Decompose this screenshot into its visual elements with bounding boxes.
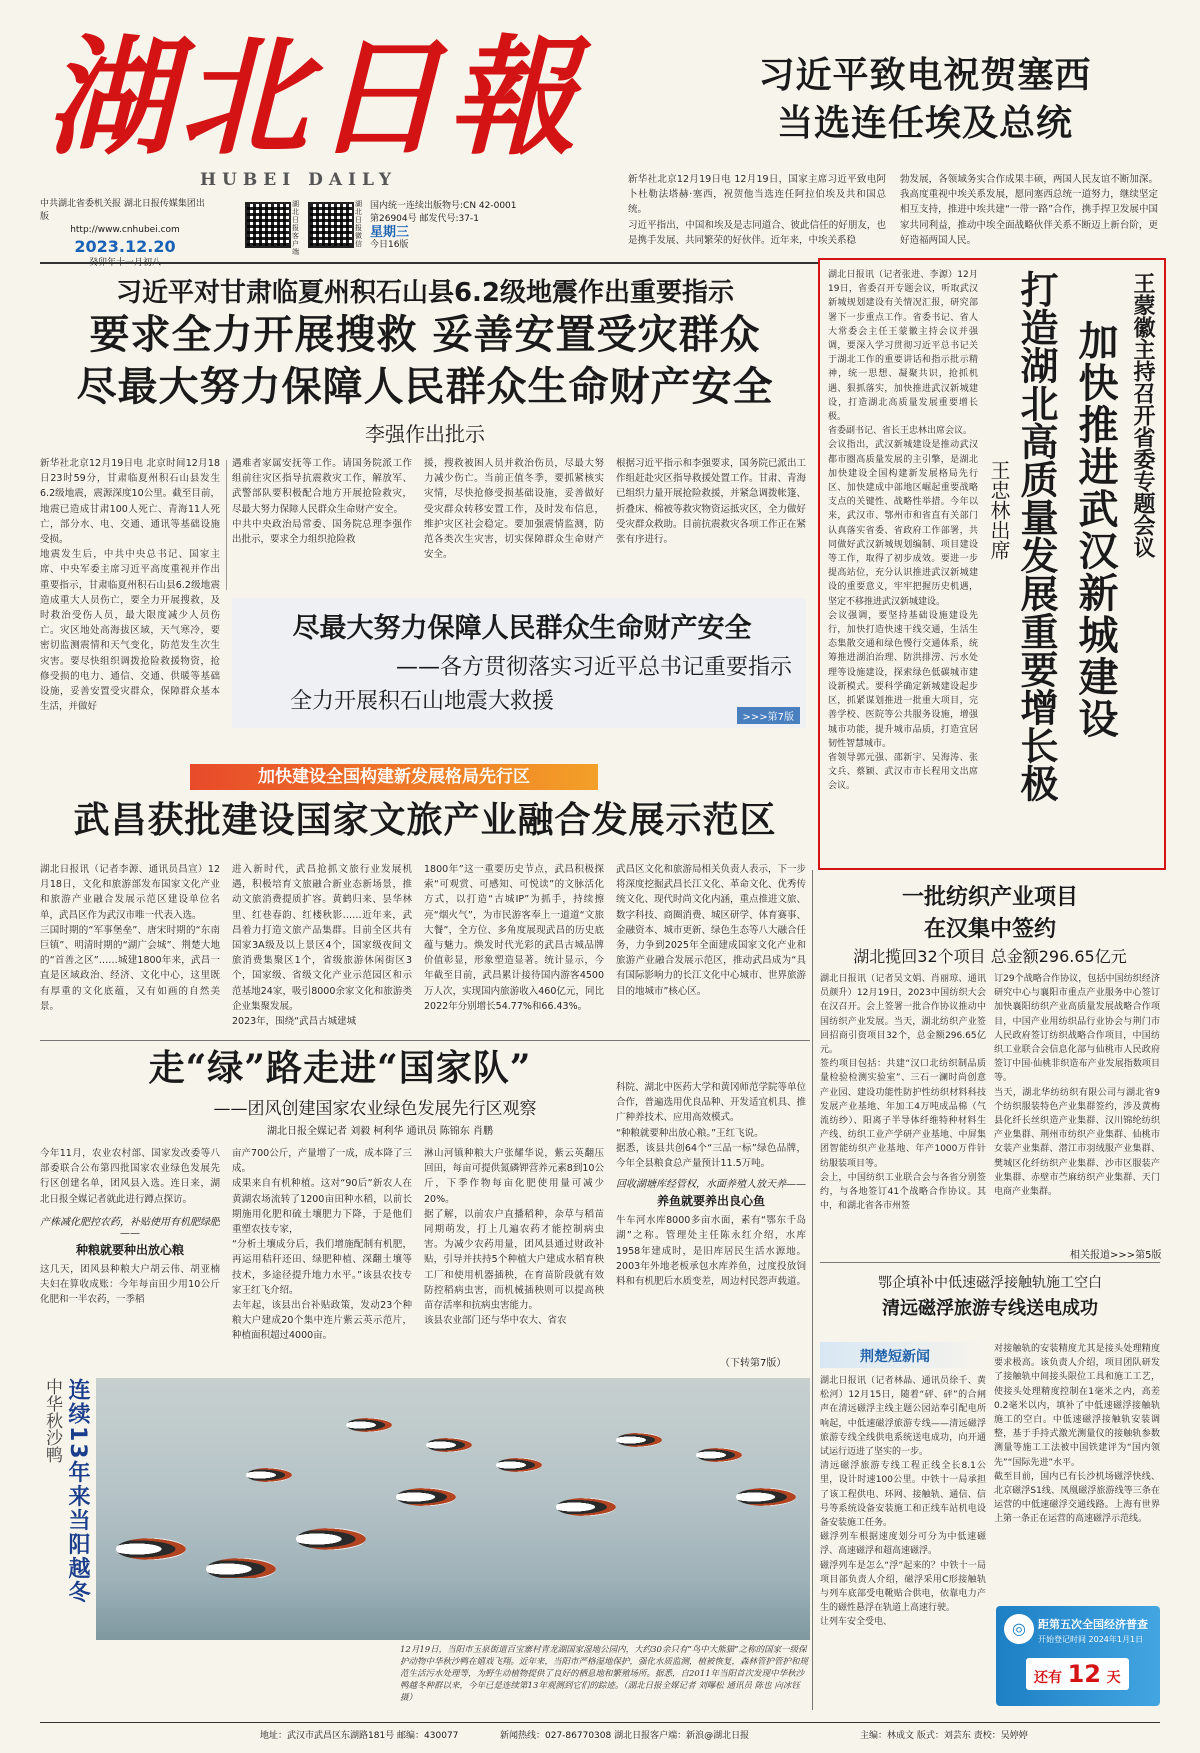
bird bbox=[206, 1558, 276, 1580]
textile-headline-1: 一批纺织产业项目 bbox=[901, 885, 1078, 910]
green-continued-ref[interactable]: （下转第7版） bbox=[720, 1358, 787, 1369]
bird bbox=[246, 1468, 292, 1482]
census-countdown-banner bbox=[996, 1606, 1160, 1706]
countdown-suffix: 天 bbox=[1106, 1670, 1121, 1686]
wang-story-text: 湖北日报讯（记者张进、李源）12月19日，省委召开专题会议，听取武汉新城规划建设有关情况汇报，研究部署下一步重点工作。省委书记、省人大常委会主任王蒙徽主持会议并强调，要深入学习贯彻习近平总书记关于湖北工作的重要讲话和指示批示精神，统一思想、凝聚共识，抢抓机遇、狠抓落实，加快推进武汉新城建设，打造湖北高质量发展重要增长极。 省委副书记、省长王忠林出席会议。 会议指出，武汉新城建设是推动武汉都市圈高质量发展的主引擎，是湖北加快建设全国构建新发展格局先行区、加快建成中部地区崛起重要战略支点的关键性、战略性举措。今年以来，武汉市、鄂州市和省直有关部门认真落实省委、省政府工作部署，共同做好武汉新城规划编制、项目建设等工作，取得了初步成效。要进一步提高站位，充分认识推进武汉新城建设的重要意义，牢牢把握历史机遇，坚定不移推进武汉新城建设。 会议强调，要坚持基础设施建设先行，加快打造快速干线交通，生活生态集散交通和绿色慢行交通体系，统筹推进湖泊治理、防洪排涝、污水处理等设施建设，探索绿色低碳城市建设新模式。要科学确定新城建设起步区，抓紧谋划推进一批重大项目，完善学校、医院等公共服务设施，增强城市功能，提升城市品质，打造宜居韧性智慧城市。 省领导郭元强、邵新宇、吴海涛、张文兵、蔡颖、武汉市市长程用文出席会议。 bbox=[828, 270, 978, 792]
green-col-2: 亩产700公斤，产量增了一成，成本降了三成。 成果来自有机种植。这对“90后”新农人在黄湖农场流转了1200亩田种水稻，以前长期施用化肥和硫土壤肥力下降，于是他们重塑农技专家， “分析土壤成分后，我们增施配制有机肥，再运用秸秆还田、绿肥种植、深翻土壤等技术，多途径提升地力水平。”该县农技专家王红飞介绍。 去年起，该县出台补贴政策，发动23个种粮大户建成20个集中连片紫云英示范片，种植面积超过4000亩。 bbox=[232, 1148, 412, 1342]
census-icon: ◎ bbox=[1004, 1614, 1034, 1644]
green-subhead-1: 产株减化肥控农药，补贴使用有机肥绿肥—— bbox=[40, 1216, 220, 1239]
green-subhead-2b: 养鱼就要养出良心鱼 bbox=[656, 1194, 765, 1209]
lead-kicker: 习近平对甘肃临夏州积石山县6.2级地震作出重要指示 bbox=[115, 278, 735, 308]
section-divider bbox=[40, 1040, 810, 1041]
bird bbox=[296, 1528, 366, 1550]
textile-headline-2: 在汉集中签约 bbox=[923, 917, 1056, 942]
green-col-1-body: 这几天，团风县种粮大户胡云伟、胡亚楠夫妇在算收成账：今年每亩田少用10公斤化肥和一半农药，一季稻 bbox=[40, 1263, 220, 1306]
commentary-sub-1: ——各方贯彻落实习近平总书记重要指示 bbox=[395, 655, 792, 680]
publisher-line: 湖北日报传媒集团出版 bbox=[40, 199, 205, 222]
census-title: 距第五次全国经济普查 bbox=[1038, 1618, 1148, 1631]
textile-col-2: 订29个战略合作协议，包括中国纺织经济研究中心与襄阳市重点产业服务中心签订加快襄阳纺织产业高质量发展战略合作项目，中国产业用纺织品行业协会与荆门市人民政府签订纺织战略合作项目，中国纺织工业联合会信息化部与仙桃市人民政府签订中国·仙桃非织造布产业发展指数项目等。 当天，湖北华纺纺织有限公司与湖北省9个纺织服装特色产业集群签约，涉及黄梅县化纤长丝织造产业集群、汉川锦纶纺织产业集群、荆州市纺织产业集群、仙桃市女装产业集群、潜江市羽绒服产业集群、樊城区化纤纺织产业集群、沙市区服装产业集群、赤壁市苎麻纺织产业集群、天门电商产业集群。 bbox=[994, 974, 1160, 1198]
green-col-3: 淋山河镇种粮大户张耀华说，紫云英翻压回田，每亩可提供氮磷钾营养元素8到10公斤，下季作物每亩化肥使用量可减少20%。 据了解，以前农户直播稻种，杂草与稻苗同期萌发，打上几遍农药才能控制病虫害。为减少农药用量，团风县通过财政补贴，引导并扶持5个种植大户建成水稻育秧工厂和使用机器插秧，在育苗阶段就有效防控稻病虫害，而机械插秧则可以提高秧苗存活率和抗病虫害能力。 该县农业部门还与华中农大、省农 bbox=[424, 1148, 604, 1327]
column-label-box bbox=[820, 1342, 986, 1368]
sponsor-line: 中共湖北省委机关报 bbox=[40, 199, 122, 209]
footer-rule bbox=[40, 1722, 1160, 1723]
green-headline: 走“绿”路走进“国家队” bbox=[148, 1047, 532, 1089]
census-countdown bbox=[1026, 1658, 1129, 1690]
mergansers-photo bbox=[96, 1378, 810, 1640]
textile-subline: 湖北揽回32个项目 总金额296.65亿元 bbox=[853, 947, 1127, 966]
top-story-col-1: 新华社北京12月19日电 12月19日，国家主席习近平致电阿卜杜勒法塔赫·塞西，祝贺他当选连任阿拉伯埃及共和国总统。 习近平指出，中国和埃及是志同道合、彼此信任的好朋友，也是携手发展、共同繁荣的好伙伴。近年来，中埃关系稳 bbox=[628, 174, 886, 246]
masthead-info bbox=[40, 198, 640, 258]
lead-headline-2: 尽最大努力保障人民群众生命财产安全 bbox=[76, 364, 774, 410]
commentary-sub-2: 全力开展积石山地震大救援 bbox=[289, 689, 554, 714]
photo-caption: 12月19日，当阳市玉泉街道百宝寨村青龙湖国家湿地公园内，大约30余只有“鸟中大熊猫”之称的国家一级保护动物中华秋沙鸭在嬉戏飞翔。近年来，当阳市严格湿地保护，强化水质监测，植被恢复，森林管护管护和规范生活污水处理等，为野生动植物提供了良好的栖息地和繁殖场所。据悉，自2011年当阳首次发现中华秋沙鸭越冬种群以来，今年已是连续第13年观测到它们的踪迹。（湖北日报全媒记者 刘曝松 通讯员 陈也 向冰钰 摄） bbox=[400, 1645, 809, 1703]
issue-number: 第26904号 邮发代号:37-1 bbox=[370, 214, 479, 224]
textile-col-1: 湖北日报讯（记者吴文娟、肖丽琼、通讯员颜升）12月19日，2023中国纺织大会在汉召开。会上签署一批合作协议推动中国纺织产业发展。当天，湖北纺织产业签回招商引资项目32个，总金额296.65亿元。 签约项目包括：共建“汉口北纺织制品质量检验检测实验室”、三石一澜时尚创意产业园、建设功能性防护性纺织材料科技发展产业基地、年加工4万吨成品棉（气流纺纱）、阳离子半导体纤维特种材料生产线、纺织工业产学研产业基地、中屏集团智能纺织产业基地、年产1000万件针纺服装项目等。 会上，中国纺织工业联合会与各省分别签约，与各地签订41个战略合作协议。其中，和湖北省各市州签 bbox=[820, 974, 986, 1212]
lead-col-1: 新华社北京12月19日电 北京时间12月18日23时59分，甘肃临夏州积石山县发生6.2级地震，震源深度10公里。截至目前，地震已造成甘肃100人死亡、青海11人死亡，部分水、电、交通、通讯等基础设施受损。 地震发生后，中共中央总书记、国家主席、中央军委主席习近平高度重视并作出重要指示，甘肃临夏州积石山县6.2级地震造成重大人员伤亡，要全力开展搜救，及时救治受伤人员，最大限度减少人员伤亡。灾区地处高海拔区域，天气寒冷，要密切监测震情和天气变化，防范发生次生灾害。要尽快组织调拨抢险救援物资，抢修受损的电力、通信、交通、供暖等基础设施，妥善安置受灾群众，保障群众基本生活，并做好 bbox=[40, 458, 220, 713]
green-col-1 bbox=[40, 1146, 220, 1366]
green-subhead-1b: 种粮就要种出放心粮 bbox=[75, 1242, 184, 1257]
census-start: 开始登记时间 2024年1月1日 bbox=[1038, 1635, 1144, 1644]
top-story-col-2: 勃发展，各领域务实合作成果丰硕，两国人民友谊不断加深。我高度重视中埃关系发展，愿同塞西总统一道努力，继续坚定相互支持，推进中埃共建“一带一路”合作，携手捍卫发展中国家共同利益，推动中埃全面战略伙伴关系不断迈上新台阶，更好造福两国人民。 bbox=[900, 174, 1158, 246]
wuchang-col-1: 湖北日报讯（记者李源、通讯员昌宣）12月18日，文化和旅游部发布国家文化产业和旅游产业融合发展示范区建设单位名单，武昌区作为武汉市唯一代表入选。 三国时期的“军事堡垒”、唐宋时期的“东南巨镇”、明清时期的“湖广会城”、荆楚大地的“首善之区”……城建1800年来，武昌一直是区域政治、经济、文化中心，这里既有厚重的文化底蕴，又有如画的自然美景。 bbox=[40, 864, 220, 1012]
green-byline: 湖北日报全媒记者 刘毅 柯利华 通讯员 陈锦东 肖鹏 bbox=[267, 1126, 493, 1137]
masthead bbox=[40, 20, 620, 200]
maglev-col-2: 对接触轨的安装精度尤其是接头处理精度要求极高。该负责人介绍，项目团队研发了接触轨中间接头限位工具和施工工艺，使接头处理精度控制在1毫米之内，高差0.2毫米以内，填补了中低速磁浮接触轨施工的空白。中低速磁浮接触轨安装调整，基于手持式激光测量仪的接触轨参数测量等施工工法被中国铁建评为“国内领先”“国际先进”水平。 截至目前，国内已有长沙机场磁浮快线、北京磁浮S1线、凤凰磁浮旅游线等三条在运营的中低速磁浮交通线路。上海有世界上第一条正在运营的高速磁浮示范线。 bbox=[994, 1344, 1160, 1525]
weekday: 星期三 bbox=[370, 225, 410, 240]
wechat-qr-code[interactable] bbox=[308, 202, 354, 248]
wang-vertical-headline-2: 打造湖北高质量发展重要增长极 bbox=[1014, 270, 1058, 802]
commentary-page-ref[interactable]: >>>第7版 bbox=[737, 707, 801, 724]
col-rule bbox=[226, 460, 227, 590]
website-link[interactable]: http://www.cnhubei.com bbox=[70, 225, 180, 235]
maglev-kicker: 鄂企填补中低速磁浮接触轨施工空白 bbox=[878, 1275, 1102, 1291]
bird bbox=[346, 1418, 392, 1432]
qr-label-app: 湖北日报客户端 bbox=[292, 200, 299, 256]
wuchang-col-4: 武昌区文化和旅游局相关负责人表示，下一步将深度挖掘武昌长江文化、革命文化、优秀传统文化、现代时尚文化内涵，重点推进文旅、数字科技、商圈消费、城区研学、体育赛事、金融资本、城市更新、绿色生态等八大融合任务，力争到2025年全面建成国家文化产业和旅游产业融合发展示范区，推动武昌成为“具有国际影响力的长江文化中心城市、世界旅游目的地城市”核心区。 bbox=[616, 864, 806, 997]
photo-vertical-kicker: 中华秋沙鸭 bbox=[42, 1378, 62, 1463]
lead-col-2: 遇难者家属安抚等工作。请国务院派工作组前往灾区指导抗震救灾工作，解放军、武警部队要积极配合地方开展抢险救灾，尽最大努力保障人民群众生命财产安全。 中共中央政治局常委、国务院总理李强作出批示，要求全力组织抢险救 bbox=[232, 458, 412, 546]
lead-col-3: 援，搜救被困人员并救治伤员，尽最大努力减少伤亡。当前正值冬季，要抓紧核实灾情，尽快抢修受损基础设施，妥善做好受灾群众转移安置工作，及时发布信息，维护灾区社会稳定。要加强震情监测，防范各类次生灾害，切实保障群众生命财产安全。 bbox=[424, 458, 604, 561]
app-qr-code[interactable] bbox=[245, 202, 291, 248]
lead-subline: 李强作出批示 bbox=[365, 422, 485, 446]
section-banner: 加快建设全国构建新发展格局先行区 bbox=[190, 764, 598, 790]
wang-vertical-sub: 王忠林出席 bbox=[987, 460, 1011, 560]
bird bbox=[736, 1488, 796, 1506]
green-col-4 bbox=[616, 1080, 806, 1370]
wang-vertical-kicker: 王蒙徽主持召开省委专题会议 bbox=[1130, 272, 1155, 558]
maglev-headline: 清远磁浮旅游专线送电成功 bbox=[882, 1298, 1098, 1319]
textile-related-ref[interactable]: 相关报道>>>第5版 bbox=[1070, 1250, 1162, 1261]
column-rule-right bbox=[812, 870, 813, 1710]
green-col-1-intro: 今年11月，农业农村部、国家发改委等八部委联合公布第四批国家农业绿色发展先行区创建名单，团风县入选。连日来，湖北日报全媒记者就此进行蹲点探访。 bbox=[40, 1148, 220, 1205]
green-col-4-body: 牛车河水库8000多亩水面，素有“鄂东千岛湖”之称。管理处主任陈永红介绍，水库1958年建成时，是旧库居民生活水源地。2003年外地老板承包水库养鱼，过度投放饲料和有机肥后水质变差，周边村民怨声载道。 bbox=[616, 1215, 806, 1288]
newspaper-logo: 湖北日報 bbox=[46, 23, 583, 173]
green-col-4-top: 科院、湖北中医药大学和黄冈师范学院等单位合作，普遍选用优良品种、开发适宜机具、推广种养技术、应用高效模式。 “种粮就要种出放心粮。”王红飞说。 据悉，该县共创64个“三品一标”绿色品牌，今年全县粮食总产量预计11.5万吨。 bbox=[616, 1082, 806, 1170]
issue-date: 2023.12.20 bbox=[74, 237, 176, 256]
page-count: 今日16版 bbox=[370, 240, 409, 250]
water-surface bbox=[96, 1578, 810, 1640]
wang-vertical-headline-1: 加快推进武汉新城建设 bbox=[1072, 320, 1118, 740]
green-subline: ——团风创建国家农业绿色发展先行区观察 bbox=[213, 1099, 537, 1119]
right-divider bbox=[820, 1262, 1160, 1263]
bird bbox=[396, 1488, 456, 1506]
qr-label-wechat: 湖北日报微信 bbox=[355, 200, 362, 248]
footer-editors: 主编：林成文 版式：刘芸东 责校：吴婷婷 bbox=[860, 1731, 1028, 1741]
bird bbox=[426, 1438, 472, 1452]
green-subhead-2: 回收湖塘库经管权，水面养殖人放天养—— bbox=[616, 1179, 806, 1191]
bird bbox=[696, 1448, 742, 1462]
countdown-days: 12 bbox=[1067, 1660, 1101, 1688]
footer-hotline: 新闻热线：027-86770308 湖北日报客户端：新浪@湖北日报 bbox=[500, 1731, 750, 1741]
commentary-headline: 尽最大努力保障人民群众生命财产安全 bbox=[292, 613, 752, 644]
issn: 国内统一连续出版物号:CN 42-0001 bbox=[370, 201, 517, 211]
maglev-col-1: 湖北日报讯（记者林晶、通讯员徐千、黄松河）12月15日，随着“砰、砰”的合闸声在清远磁浮主线主题公园站奉引配电所响起，中低速磁浮旅游专线——清远磁浮旅游专线全线供电系统送电成功，向开通试运行迈进了坚实的一步。 清远磁浮旅游专线工程正线全长8.1公里，设计时速100公里。中铁十一局承担了该工程供电、环网、接触轨、通信、信号等系统设备安装施工和正线车站机电设备安装施工任务。 磁浮列车根据速度划分可分为中低速磁浮、高速磁浮和超高速磁浮。 磁浮列车是怎么“浮”起来的？中铁十一局项目部负责人介绍，磁浮采用C形接触轨与列车底部受电靴贴合供电，依靠电力产生的磁性悬浮在轨道上高速行驶。 让列车安全受电、 bbox=[820, 1376, 986, 1628]
bird bbox=[556, 1498, 616, 1516]
wuchang-col-2: 进入新时代，武昌抢抓文旅行业发展机遇，积极培育文旅融合新业态新场景，推动文旅消费提质扩容。黄鹤归来、昙华林里、红巷春韵、红楼秋影……近年来，武昌着力打造文旅产品集群。目前全区共有国家3A级及以上景区4个，国家级夜间文旅消费集聚区1个，省级旅游休闲街区3个，国家级、省级文化产业示范园区和示范基地24家，吸引8000余家文化和旅游类企业集聚发展。 2023年，围绕“武昌古城建城 bbox=[232, 864, 412, 1028]
newspaper-english-name: HUBEI DAILY bbox=[200, 170, 397, 190]
bird bbox=[496, 1458, 542, 1472]
bird bbox=[116, 1538, 186, 1560]
wang-story-box bbox=[818, 258, 1166, 870]
column-label: 荆楚短新闻 bbox=[860, 1349, 930, 1365]
commentary-box bbox=[232, 598, 806, 728]
wuchang-col-3: 1800年”这一重要历史节点，武昌积极探索“可观赏、可感知、可悦读”的文脉活化方式，以打造“古城IP”为抓手，持续擦亮“烟火气”，为市民游客奉上一道道“文旅大餐”，全方位、多角度展现武昌的历史底蕴与魅力。焕发时代光彩的武昌古城品牌价值彰显，形象塑造显著。统计显示，今年截至目前，武昌累计接待国内游客4500万人次，实现国内旅游收入460亿元，同比2022年分别增长54.77%和66.43%。 bbox=[424, 864, 604, 1012]
bird bbox=[616, 1433, 662, 1447]
photo-vertical-headline: 连续13年来当阳越冬 bbox=[65, 1378, 90, 1605]
wuchang-headline: 武昌获批建设国家文旅产业融合发展示范区 bbox=[73, 800, 777, 841]
footer-address: 地址：武汉市武昌区东湖路181号 邮编：430077 bbox=[260, 1731, 459, 1741]
lead-col-4: 根据习近平指示和李强要求，国务院已派出工作组赶赴灾区指导救援处置工作。甘肃、青海已组织力量开展抢险救援，并紧急调拨帐篷、折叠床、棉被等救灾物资运抵灾区，全力做好受灾群众救助。目前抗震救灾各项工作正在紧张有序进行。 bbox=[616, 458, 806, 546]
countdown-prefix: 还有 bbox=[1034, 1670, 1062, 1686]
lead-headline-1: 要求全力开展搜救 妥善安置受灾群众 bbox=[89, 312, 761, 358]
top-story-headline: 习近平致电祝贺塞西 当选连任埃及总统 bbox=[758, 55, 1092, 144]
